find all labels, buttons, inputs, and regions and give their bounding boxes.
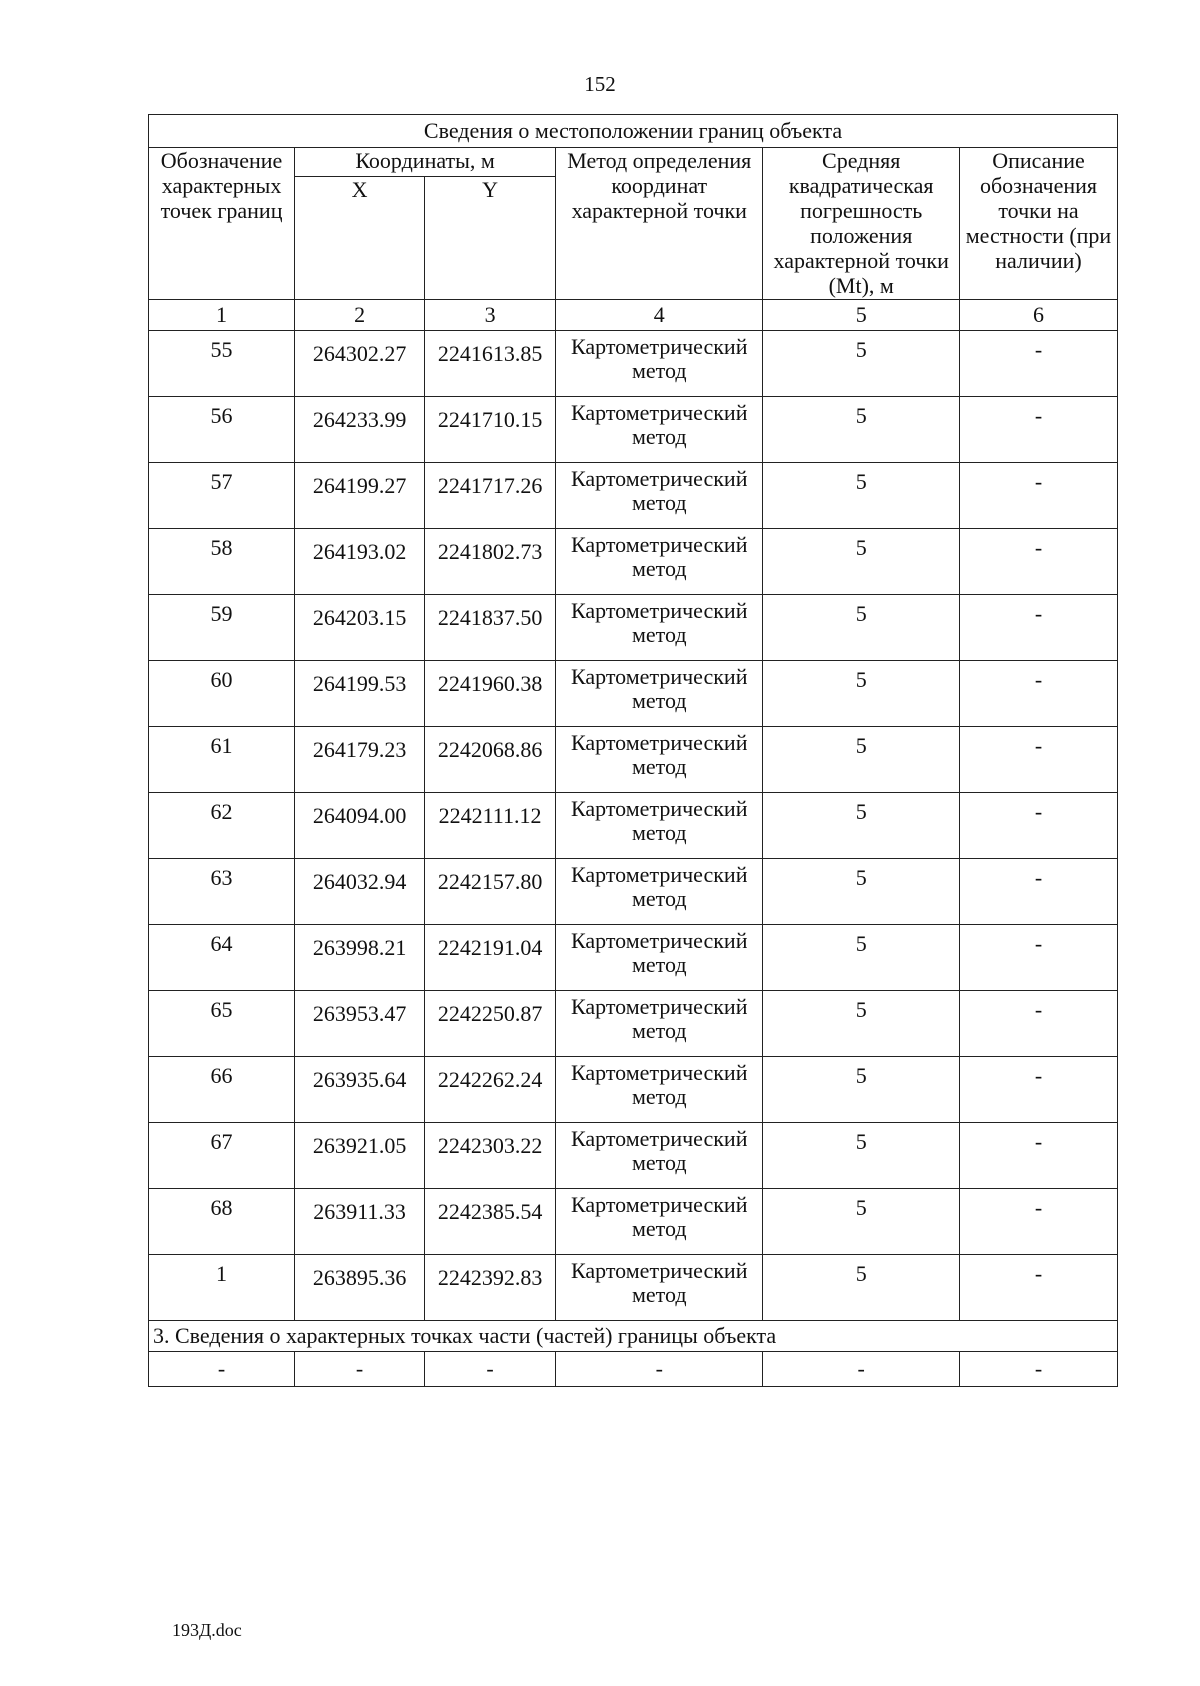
point-cell: 1 xyxy=(149,1255,295,1321)
description-cell: - xyxy=(959,991,1117,1057)
table-row xyxy=(149,991,1118,1057)
x-coordinate-cell: 263921.05 xyxy=(295,1123,425,1189)
method-cell: Картометрический метод xyxy=(556,727,763,793)
table-row xyxy=(149,925,1118,991)
point-cell: 64 xyxy=(149,925,295,991)
table-row xyxy=(149,1255,1118,1321)
x-coordinate-cell: 264193.02 xyxy=(295,529,425,595)
header-coordinates: Координаты, м xyxy=(295,148,556,177)
mean-error-cell: 5 xyxy=(763,727,960,793)
mean-error-cell: 5 xyxy=(763,1255,960,1321)
mean-error-cell: 5 xyxy=(763,661,960,727)
method-cell: Картометрический метод xyxy=(556,1255,763,1321)
method-cell: Картометрический метод xyxy=(556,859,763,925)
point-cell: 55 xyxy=(149,331,295,397)
y-coordinate-cell: 2242385.54 xyxy=(425,1189,556,1255)
y-coordinate-cell: 2241960.38 xyxy=(425,661,556,727)
point-cell: 58 xyxy=(149,529,295,595)
x-coordinate-cell: 264032.94 xyxy=(295,859,425,925)
table-cell: - xyxy=(763,1352,960,1387)
description-cell: - xyxy=(959,1255,1117,1321)
method-cell: Картометрический метод xyxy=(556,1189,763,1255)
boundary-coordinates-table xyxy=(148,114,1118,1387)
method-cell: Картометрический метод xyxy=(556,331,763,397)
mean-error-cell: 5 xyxy=(763,331,960,397)
y-coordinate-cell: 2242262.24 xyxy=(425,1057,556,1123)
table-row xyxy=(149,331,1118,397)
mean-error-cell: 5 xyxy=(763,1123,960,1189)
mean-error-cell: 5 xyxy=(763,463,960,529)
column-number-row xyxy=(149,300,1118,331)
column-number: 1 xyxy=(149,300,295,331)
method-cell: Картометрический метод xyxy=(556,793,763,859)
x-coordinate-cell: 263953.47 xyxy=(295,991,425,1057)
table-cell: - xyxy=(425,1352,556,1387)
method-cell: Картометрический метод xyxy=(556,1123,763,1189)
mean-error-cell: 5 xyxy=(763,991,960,1057)
description-cell: - xyxy=(959,727,1117,793)
mean-error-cell: 5 xyxy=(763,529,960,595)
description-cell: - xyxy=(959,1123,1117,1189)
boundary-table-wrapper xyxy=(148,114,1118,1387)
column-number: 6 xyxy=(959,300,1117,331)
point-cell: 68 xyxy=(149,1189,295,1255)
y-coordinate-cell: 2242191.04 xyxy=(425,925,556,991)
point-cell: 62 xyxy=(149,793,295,859)
description-cell: - xyxy=(959,793,1117,859)
point-cell: 57 xyxy=(149,463,295,529)
x-coordinate-cell: 263935.64 xyxy=(295,1057,425,1123)
y-coordinate-cell: 2241613.85 xyxy=(425,331,556,397)
table-row xyxy=(149,1189,1118,1255)
mean-error-cell: 5 xyxy=(763,793,960,859)
description-cell: - xyxy=(959,463,1117,529)
header-description: Описание обозначения точки на местности (при наличии) xyxy=(959,148,1117,300)
table-body xyxy=(149,331,1118,1321)
table-cell: - xyxy=(556,1352,763,1387)
description-cell: - xyxy=(959,1189,1117,1255)
x-coordinate-cell: 264302.27 xyxy=(295,331,425,397)
point-cell: 60 xyxy=(149,661,295,727)
description-cell: - xyxy=(959,397,1117,463)
method-cell: Картометрический метод xyxy=(556,925,763,991)
table-row xyxy=(149,859,1118,925)
point-cell: 61 xyxy=(149,727,295,793)
table-row xyxy=(149,1057,1118,1123)
table-row xyxy=(149,463,1118,529)
x-coordinate-cell: 263895.36 xyxy=(295,1255,425,1321)
x-coordinate-cell: 264199.27 xyxy=(295,463,425,529)
mean-error-cell: 5 xyxy=(763,1057,960,1123)
x-coordinate-cell: 264233.99 xyxy=(295,397,425,463)
point-cell: 67 xyxy=(149,1123,295,1189)
header-method: Метод определения координат характерной точки xyxy=(556,148,763,300)
table-cell: - xyxy=(149,1352,295,1387)
method-cell: Картометрический метод xyxy=(556,661,763,727)
method-cell: Картометрический метод xyxy=(556,463,763,529)
description-cell: - xyxy=(959,1057,1117,1123)
table-row xyxy=(149,793,1118,859)
y-coordinate-cell: 2242068.86 xyxy=(425,727,556,793)
description-cell: - xyxy=(959,331,1117,397)
description-cell: - xyxy=(959,925,1117,991)
column-number: 4 xyxy=(556,300,763,331)
point-cell: 66 xyxy=(149,1057,295,1123)
y-coordinate-cell: 2242250.87 xyxy=(425,991,556,1057)
description-cell: - xyxy=(959,595,1117,661)
y-coordinate-cell: 2241837.50 xyxy=(425,595,556,661)
x-coordinate-cell: 264203.15 xyxy=(295,595,425,661)
table-row xyxy=(149,1123,1118,1189)
header-y: Y xyxy=(425,177,556,300)
header-mean-error: Средняя квадратическая погрешность положения характерной точки (Mt), м xyxy=(763,148,960,300)
point-cell: 63 xyxy=(149,859,295,925)
document-filename: 193Д.doc xyxy=(172,1620,242,1640)
y-coordinate-cell: 2242157.80 xyxy=(425,859,556,925)
header-point-designation: Обозначение характерных точек границ xyxy=(149,148,295,300)
table-row xyxy=(149,595,1118,661)
table-cell: - xyxy=(295,1352,425,1387)
section-3-row xyxy=(149,1352,1118,1387)
table-row xyxy=(149,727,1118,793)
table-row xyxy=(149,397,1118,463)
y-coordinate-cell: 2242111.12 xyxy=(425,793,556,859)
y-coordinate-cell: 2242303.22 xyxy=(425,1123,556,1189)
x-coordinate-cell: 263998.21 xyxy=(295,925,425,991)
mean-error-cell: 5 xyxy=(763,859,960,925)
method-cell: Картометрический метод xyxy=(556,1057,763,1123)
mean-error-cell: 5 xyxy=(763,595,960,661)
column-number: 5 xyxy=(763,300,960,331)
mean-error-cell: 5 xyxy=(763,397,960,463)
table-caption: Сведения о местоположении границ объекта xyxy=(149,115,1118,148)
y-coordinate-cell: 2241710.15 xyxy=(425,397,556,463)
table-row xyxy=(149,661,1118,727)
x-coordinate-cell: 264179.23 xyxy=(295,727,425,793)
y-coordinate-cell: 2242392.83 xyxy=(425,1255,556,1321)
point-cell: 59 xyxy=(149,595,295,661)
point-cell: 65 xyxy=(149,991,295,1057)
method-cell: Картометрический метод xyxy=(556,529,763,595)
page-number: 152 xyxy=(584,72,616,96)
mean-error-cell: 5 xyxy=(763,925,960,991)
x-coordinate-cell: 264199.53 xyxy=(295,661,425,727)
column-number: 3 xyxy=(425,300,556,331)
y-coordinate-cell: 2241717.26 xyxy=(425,463,556,529)
section-3-title: 3. Сведения о характерных точках части (частей) границы объекта xyxy=(149,1321,1118,1352)
column-number: 2 xyxy=(295,300,425,331)
method-cell: Картометрический метод xyxy=(556,595,763,661)
description-cell: - xyxy=(959,859,1117,925)
x-coordinate-cell: 263911.33 xyxy=(295,1189,425,1255)
description-cell: - xyxy=(959,661,1117,727)
mean-error-cell: 5 xyxy=(763,1189,960,1255)
table-cell: - xyxy=(959,1352,1117,1387)
method-cell: Картометрический метод xyxy=(556,397,763,463)
y-coordinate-cell: 2241802.73 xyxy=(425,529,556,595)
description-cell: - xyxy=(959,529,1117,595)
method-cell: Картометрический метод xyxy=(556,991,763,1057)
header-x: X xyxy=(295,177,425,300)
table-row xyxy=(149,529,1118,595)
x-coordinate-cell: 264094.00 xyxy=(295,793,425,859)
point-cell: 56 xyxy=(149,397,295,463)
